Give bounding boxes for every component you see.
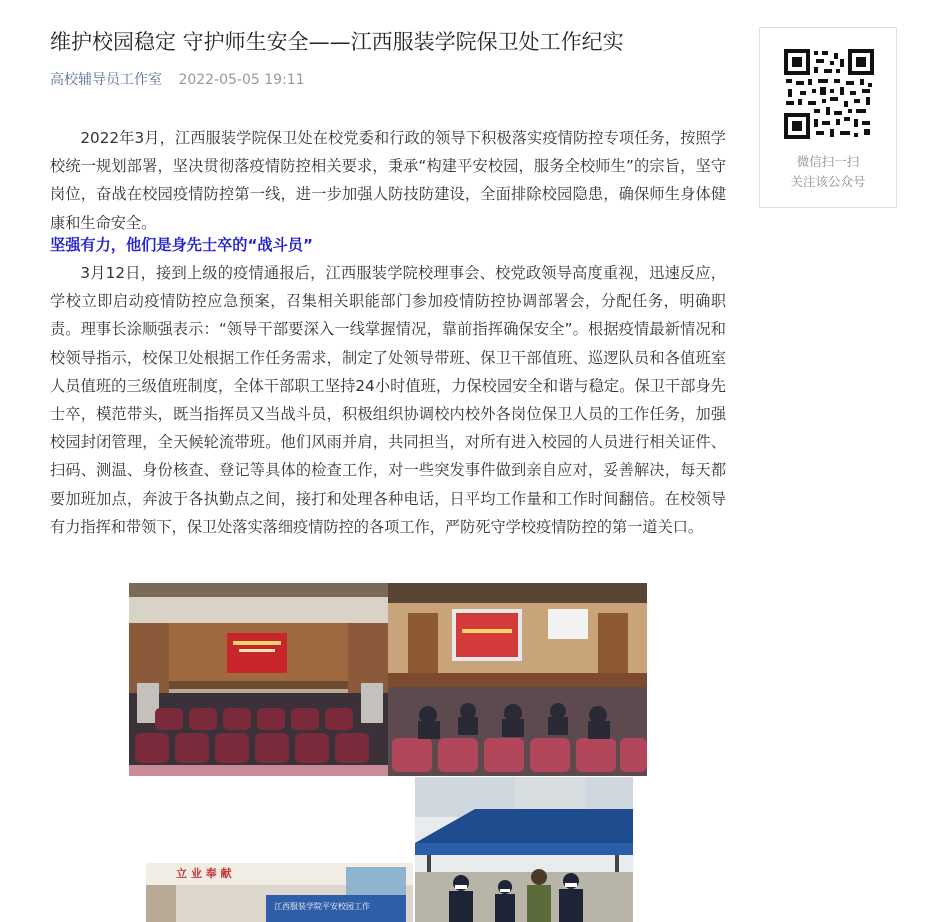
- qr-caption-line1: 微信扫一扫: [796, 154, 860, 169]
- photo-checkpoint: [415, 777, 633, 922]
- paragraph-detail: 3月12日，接到上级的疫情通报后，江西服装学院校理事会、校党政领导高度重视，迅速反应，学校立即启动疫情防控应急预案，召集相关职能部门参加疫情防控协调部署会，分配任务，明确职责。理事长涂顺强表示：“领导干部要深入一线掌握情况，靠前指挥确保安全”。根据疫情最新情况和校领导指示，校保卫处根据工作任务需求，制定了处领导带班、保卫干部值班、巡逻队员和各值班室人员值班的三级值班制度，全体干部职工坚持24小时值班，力保校园安全和谐与稳定。保卫干部身先士卒，模范带头，既当指挥员又当战斗员，积极组织协调校内校外各岗位保卫人员的工作任务，加强校园封闭管理，全天候轮流带班。他们风雨并肩，共同担当，对所有进入校园的人员进行相关证件、扫码、测温、身份核查、登记等具体的检查工作，对一些突发事件做到亲自应对，妥善解决，每天都要加班加点，奔波于各执勤点之间，接打和处理各种电话，日平均工作量和工作时间翻倍。在校领导有力指挥和带领下，保卫处落实落细疫情防控的各项工作，严防死守学校疫情防控的第一道关口。: [50, 264, 726, 536]
- photo-office-banner: [146, 863, 413, 922]
- article-title: 维护校园稳定 守护师生安全——江西服装学院保卫处工作纪实: [50, 30, 624, 54]
- meeting-hall-image: [129, 583, 388, 776]
- author-link[interactable]: 高校辅导员工作室: [50, 72, 162, 88]
- qr-caption-line2: 关注该公众号: [790, 174, 866, 189]
- conference-room-image: [388, 583, 647, 776]
- article-body: [50, 124, 726, 541]
- section-subheading: 坚强有力，他们是身先士卒的“战斗员”: [50, 235, 313, 254]
- checkpoint-image: [415, 777, 633, 922]
- qr-code-icon[interactable]: [784, 49, 874, 139]
- article-meta: [50, 70, 305, 90]
- photo-conference-room: [388, 583, 647, 776]
- office-banner-image: [146, 863, 413, 922]
- qr-caption: [760, 152, 896, 192]
- banner-text: 立 业 奉 献: [176, 867, 232, 880]
- qr-card: [759, 27, 897, 208]
- publish-time: 2022-05-05 19:11: [178, 72, 305, 88]
- board-text: 江西服装学院平安校园工作: [274, 902, 370, 911]
- paragraph-intro: 2022年3月，江西服装学院保卫处在校党委和行政的领导下积极落实疫情防控专项任务，按照学校统一规划部署，坚决贯彻落疫情防控相关要求，秉承“构建平安校园，服务全校师生”的宗旨，坚守岗位，奋战在校园疫情防控第一线，进一步加强人防技防建设，全面排除校园隐患，确保师生身体健康和生命安全。: [50, 129, 726, 232]
- photo-meeting-hall: [129, 583, 388, 776]
